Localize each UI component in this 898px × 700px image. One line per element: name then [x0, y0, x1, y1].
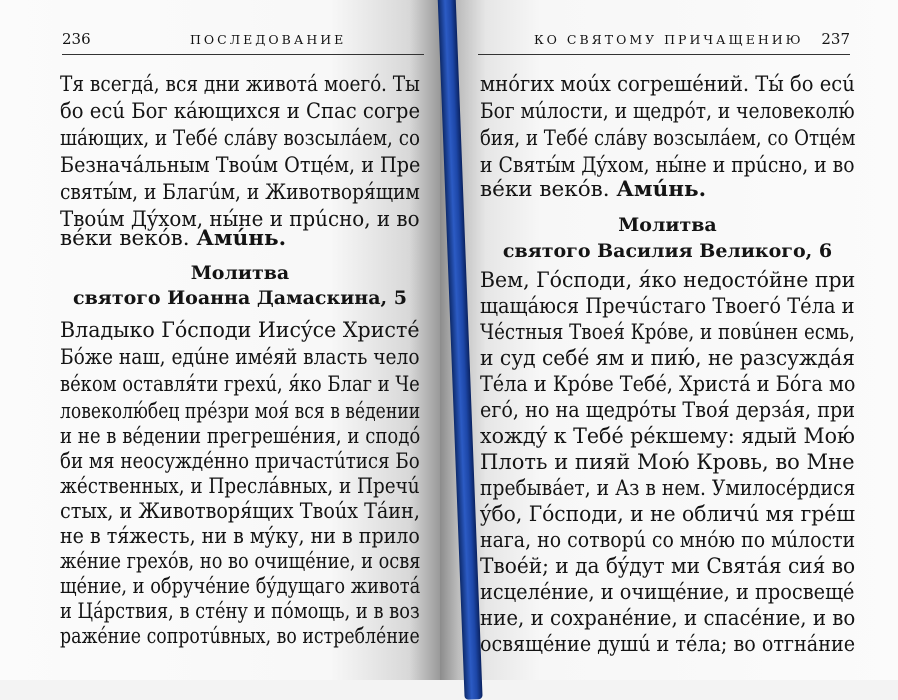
text-line: жéние грехóв, но во очищéние, и освя	[60, 549, 421, 574]
prayer-heading: Молитва	[618, 214, 717, 236]
text-line: ловеколю́бец прéзри моя́ вся в вéдении	[60, 399, 421, 424]
right-running-head: КО СВЯТОМУ ПРИЧАЩЕНИЮ	[534, 32, 804, 47]
text-line: святы́м, и Благúм, и Животворя́щим	[60, 180, 420, 205]
text-line: Бог мúлости, и щедрóт, и человеколю́	[480, 99, 855, 124]
text-line: Тя всегдá, вся дни животá моегó. Ты	[60, 72, 420, 97]
left-page-number: 236	[62, 30, 91, 48]
prayer-heading: Молитва	[190, 262, 290, 284]
text-line: и Цáрствия, в стéну и пóмощь, и в воз	[60, 599, 420, 624]
text-line	[60, 226, 286, 252]
text-fragment: вéки векóв.	[480, 177, 610, 202]
text-line: не в тя́жесть, ни в мýку, ни в прило	[60, 524, 420, 549]
text-line: би мя неосуждéнно причастúтися Бо	[60, 449, 420, 474]
text-line: нага, но сотворú со мнóю по мúлости	[480, 528, 856, 553]
text-line: Тéла и Крóве Тебé, Христá и Бóга мо	[480, 372, 856, 397]
prayer-subheading: святого Иоанна Дамаскина, 5	[73, 287, 407, 309]
text-line: ражéние сопротúвных, во истреблéние	[60, 624, 420, 649]
text-line: бия, и Тебé слáву возсылáем, со Отцéм	[480, 126, 856, 151]
left-running-head: ПОСЛЕДОВАНИЕ	[190, 32, 347, 47]
text-line: и Святы́м Дýхом, ны́не и прúсно, и во	[480, 153, 855, 178]
text-line: пребывáет, и Аз в нем. Умилосéрдися	[480, 476, 856, 501]
text-line: Безначáльным Твоúм Отцéм, и Пре	[60, 153, 421, 178]
text-line: бо есú Бог кáющихся и Спас согре	[60, 99, 421, 124]
text-line: и не в вéдении прегрешéния, и сподó	[60, 424, 421, 449]
text-line: ние, и сохранéние, и спасéние, и во	[480, 606, 856, 631]
left-page-header	[62, 30, 424, 55]
text-line: мнóгих моúх согрешéний. Ты́ бо есú	[480, 72, 855, 97]
text-line: вéком оставля́ти грехú, я́ко Благ и Че	[60, 372, 420, 397]
amen-word: Амúнь.	[616, 177, 707, 202]
text-line: Владыко Гóсподи Иисýсе Христé	[60, 318, 420, 343]
text-line: егó, но на щедрóты Твоя́ дерзáя, при	[480, 398, 856, 423]
text-line: Вем, Гóсподи, я́ко недостóйне при	[480, 268, 856, 293]
text-line: Чéстныя Твоея́ Крóве, и повúнен есмь,	[480, 320, 855, 345]
right-page-header	[478, 30, 850, 55]
text-fragment: вéки векóв.	[60, 226, 190, 251]
text-line: Плоть и пияй Мою́ Кровь, во Мне	[480, 450, 855, 475]
right-page-number: 237	[821, 30, 850, 48]
text-line: шáющих, и Тебé слáву возсылáем, со	[60, 126, 420, 151]
text-line: ýбо, Гóсподи, и не обличú мя грéш	[480, 502, 856, 527]
text-line: освящéние душú и тéла; во отгнáние	[480, 632, 856, 657]
amen-word: Амúнь.	[196, 226, 287, 251]
text-line: жéственных, и Преслáвных, и Пречú	[60, 474, 420, 499]
text-line: Твоúм Дýхом, ны́не и прúсно, и во	[60, 207, 420, 232]
text-line: исцелéние, и очищéние, и просвещé	[480, 580, 855, 605]
text-line: стых, и Животворя́щих Твоúх Тáин,	[60, 499, 420, 524]
text-line: щéние, и обручéние бýдущаго животá	[60, 574, 421, 599]
text-line: Твоéй; и да бýдут ми Святáя сия́ во	[480, 554, 856, 579]
text-line: и суд себé ям и пию́, не разсуждáя	[480, 346, 855, 371]
text-line: щаща́юся Пречúстаго Твоегó Тéла и	[480, 294, 855, 319]
prayer-subheading: святого Василия Великого, 6	[502, 240, 833, 262]
text-line: хождý к Тебé рéкшему: ядый Мою́	[480, 424, 855, 449]
text-line: Бóже наш, едúне имéяй власть чело	[60, 345, 420, 370]
text-line	[480, 177, 706, 203]
